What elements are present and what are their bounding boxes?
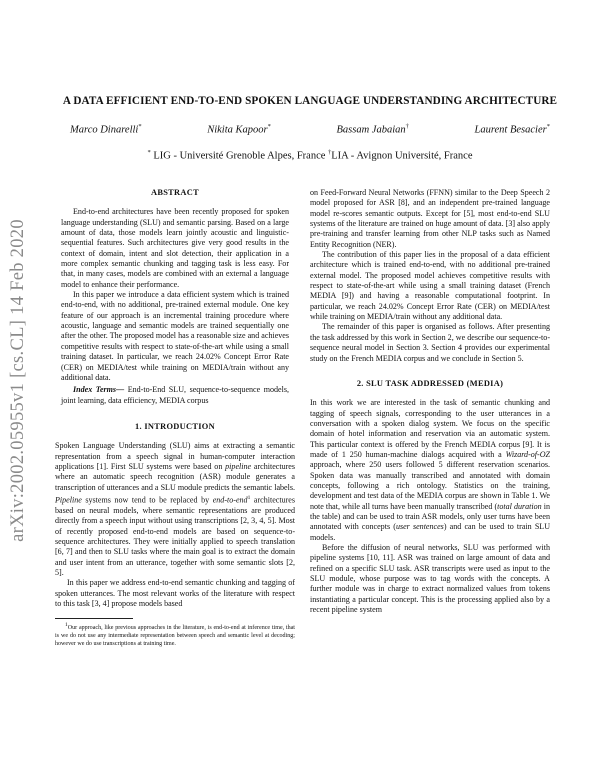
- index-terms: Index Terms— End-to-End SLU, sequence-to-sequence models, joint learning, data efficiency, MEDIA corpus: [61, 385, 290, 405]
- intro-heading: 1. INTRODUCTION: [135, 421, 215, 431]
- arxiv-stamp: [4, 170, 32, 590]
- body-paragraph: The contribution of this paper lies in the proposal of a data efficient architecture which is trained end-to-end, with no additional pre-trained external model. The proposed model achieves competitive results with respect to state-of-the-art while using a small training dataset (French MEDIA [9]) and having a reasonable computational footprint. In particular, we reach 24.02% Concept Error Rate (CER) on MEDIA/test while training on MEDIA/train without any additional data.: [310, 250, 550, 322]
- abstract-section: [55, 188, 295, 406]
- author: Nikita Kapoor*: [207, 123, 271, 136]
- body-paragraph: on Feed-Forward Neural Networks (FFNN) similar to the Deep Speech 2 model proposed for ASR [8], and an independent pre-trained language model re-scores semantic outputs. Except for [5], most end-to-end SLU systems of the literature are trained on huge amount of data. [3] also apply pre-training and transfer learning from other NLP tasks such as Named Entity Recognition (NER).: [310, 188, 550, 249]
- section2-heading: 2. SLU TASK ADDRESSED (MEDIA): [356, 378, 504, 388]
- paper-title: A DATA EFFICIENT END-TO-END SPOKEN LANGUAGE UNDERSTANDING ARCHITECTURE: [62, 95, 558, 107]
- intro-paragraph: In this paper we address end-to-end semantic chunking and tagging of spoken utterances. The most relevant works of the literature with respect to this task [3, 4] propose models based: [55, 578, 295, 609]
- footnote-rule: [55, 618, 133, 619]
- right-column: [310, 188, 550, 615]
- arxiv-id: arXiv:2002.05955v1 [cs.CL] 14 Feb 2020: [7, 218, 28, 542]
- left-column: [55, 188, 295, 649]
- author: Bassam Jabaian†: [336, 123, 409, 136]
- author: Laurent Besacier*: [474, 123, 550, 136]
- body-paragraph: In this work we are interested in the task of semantic chunking and tagging of speech signals, corresponding to the user utterances in a conversation with a spoken dialog system. We focus on the specific domain of hotel information and reservation via an automatic system. This particular context is offered by the French MEDIA corpus [9]. It is made of 1 250 human-machine dialogs acquired with a Wizard-of-OZ approach, where 250 users followed 5 different reservation scenarios. Spoken data was manually transcribed and annotated with domain concepts, following a rich ontology. Statistics on the training, development and test data of the MEDIA corpus are shown in Table 1. We note that, while all turns have been manually transcribed (total duration in the table) and can be used to train ASR models, only user turns have been annotated with concepts (user sentences) and can be used to train SLU models.: [310, 398, 551, 542]
- abstract-paragraph: In this paper we introduce a data efficient system which is trained end-to-end, with no additional, pre-trained external module. One key feature of our approach is an incremental training procedure where acoustic, language and semantic models are trained sequentially one after the other. The proposed model has a reasonable size and achieves competitive results with respect to state-of-the-art while using a small training dataset. In particular, we reach 24.02% Concept Error Rate (CER) on MEDIA/test while training on MEDIA/train without any additional data.: [61, 290, 289, 382]
- author: Marco Dinarelli*: [70, 123, 142, 136]
- author-list: [70, 123, 550, 136]
- abstract-paragraph: End-to-end architectures have been recently proposed for spoken language understanding (SLU) and semantic parsing. Based on a large amount of data, those models learn jointly acoustic and linguistic-sequential features. Such architectures give very good results in the context of domain, intent and slot detection, their application in a more complex semantic chunking and tagging task is less easy. For that, in many cases, models are combined with an external a language model to enhance their performance.: [61, 207, 289, 289]
- affiliations: * LIG - Université Grenoble Alpes, France †LIA - Avignon Université, France: [147, 149, 473, 162]
- abstract-heading: ABSTRACT: [150, 188, 199, 197]
- intro-paragraph: Spoken Language Understanding (SLU) aims at extracting a semantic representation from a speech signal in human-computer interaction applications [1]. First SLU systems were based on pipeline architectures where an automatic speech recognition (ASR) module generates a transcription of utterances and a SLU module predicts the semantic labels. Pipeline systems now tend to be replaced by end-to-end$^1$ architectures based on neural models, where semantic representations are produced directly from a speech input without using transcriptions [2, 3, 4, 5]. Most of recently proposed end-to-end models are based on sequence-to-sequence architectures. They were initially applied to speech translation [6, 7] and then to SLU tasks where the main goal is to extract the domain and user intent from an utterance, together with some semantic slots [2, 5].: [55, 441, 295, 578]
- body-paragraph: Before the diffusion of neural networks, SLU was performed with pipeline systems [10, 11]. ASR was trained on large amount of data and refined on a specific SLU task. ASR transcripts were used as input to the SLU module, whose purpose was to tag words with the concepts. A further module was in charge to extract normalized values from tokens instantiating a particular concept. This is the processing applied also by a recent pipeline system: [310, 543, 550, 615]
- body-paragraph: The remainder of this paper is organised as follows. After presenting the task addressed by this work in Section 2, we describe our sequence-to-sequence neural model in Section 3. Section 4 provides our experimental study on the French MEDIA corpus and we conclude in Section 5.: [310, 322, 550, 363]
- footnote: $^1$Our approach, like previous approaches in the literature, is end-to-end at inference time, that is we do not use any intermediate representation between speech and semantic level at decoding; however we do use transcriptions at training time.: [55, 622, 295, 647]
